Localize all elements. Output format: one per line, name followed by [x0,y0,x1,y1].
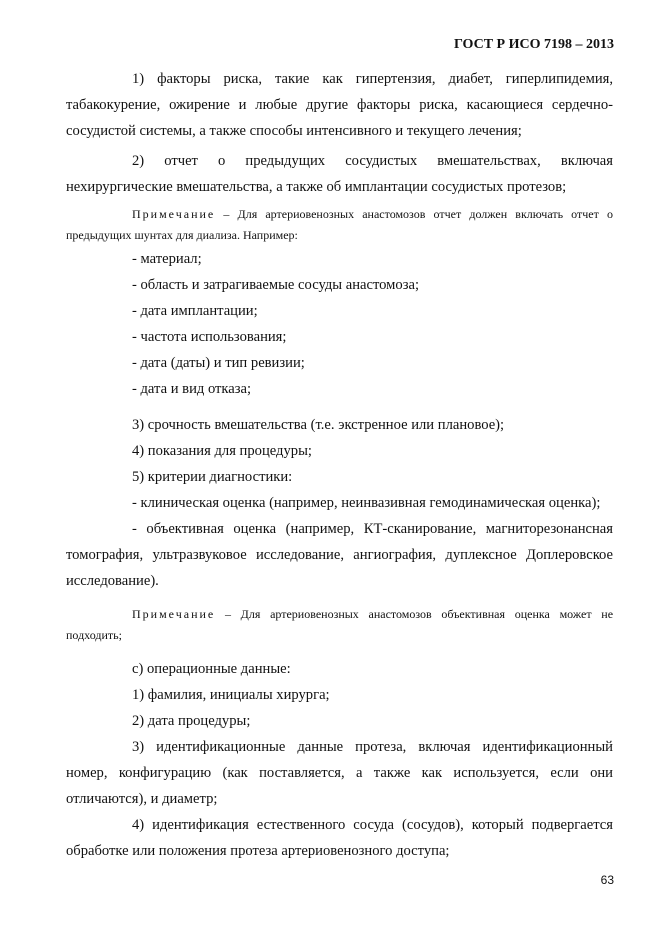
list-item: 5) критерии диагностики: [132,469,293,485]
list-shunt-details [66,246,613,402]
list-item: 4) показания для процедуры; [132,443,312,459]
paragraph-vessel-identification: 4) идентификация естественного сосуда (сосудов), который подвергается обработке или положения протеза артериовенозного доступа; [66,817,613,859]
paragraph-risk-factors: 1) факторы риска, такие как гипертензия, диабет, гиперлипидемия, табакокурение, ожирение и любые другие факторы риска, касающиеся сердечно-сосудистой системы, а также способы интенсивного и текущего лечения; [66,71,613,139]
document-body [66,66,613,864]
list-item: - клиническая оценка (например, неинвазивная гемодинамическая оценка); [132,495,601,511]
note-label: Примечание [132,207,216,221]
paragraph-objective-assessment: - объективная оценка (например, КТ-сканирование, магниторезонансная томография, ультразвуковое исследование, ангиография, дуплексное Доплеровское исследование). [66,521,613,589]
note-dialysis-shunts [66,204,613,246]
list-item: 1) фамилия, инициалы хирурга; [132,687,330,703]
list-procedure-items [66,412,613,516]
list-operation-data [66,656,613,734]
list-item: - дата (даты) и тип ревизии; [132,355,305,371]
list-item: - область и затрагиваемые сосуды анастомоза; [132,277,420,293]
paragraph-prosthesis-identification: 3) идентификационные данные протеза, включая идентификационный номер, конфигурацию (как поставляется, а также как используется, если они отличаются), и диаметр; [66,739,613,807]
list-item: - дата имплантации; [132,303,258,319]
page-number: 63 [600,873,614,887]
note-text: – Для артериовенозных анастомозов объективная оценка может не подходить; [66,607,614,642]
document-header: ГОСТ Р ИСО 7198 – 2013 [453,37,614,52]
list-item: - частота использования; [132,329,287,345]
paragraph-previous-interventions: 2) отчет о предыдущих сосудистых вмешательствах, включая нехирургические вмешательства, а также об имплантации сосудистых протезов; [66,153,613,195]
list-item: 3) срочность вмешательства (т.е. экстренное или плановое); [132,417,505,433]
note-objective-assessment [66,604,613,646]
list-item: - дата и вид отказа; [132,381,252,397]
note-label: Примечание [132,607,216,621]
list-item: c) операционные данные: [132,661,291,677]
note-text: – Для артериовенозных анастомозов отчет должен включать отчет о предыдущих шунтах для диализа. Например: [66,207,614,242]
list-item: - материал; [132,251,202,267]
list-item: 2) дата процедуры; [132,713,251,729]
